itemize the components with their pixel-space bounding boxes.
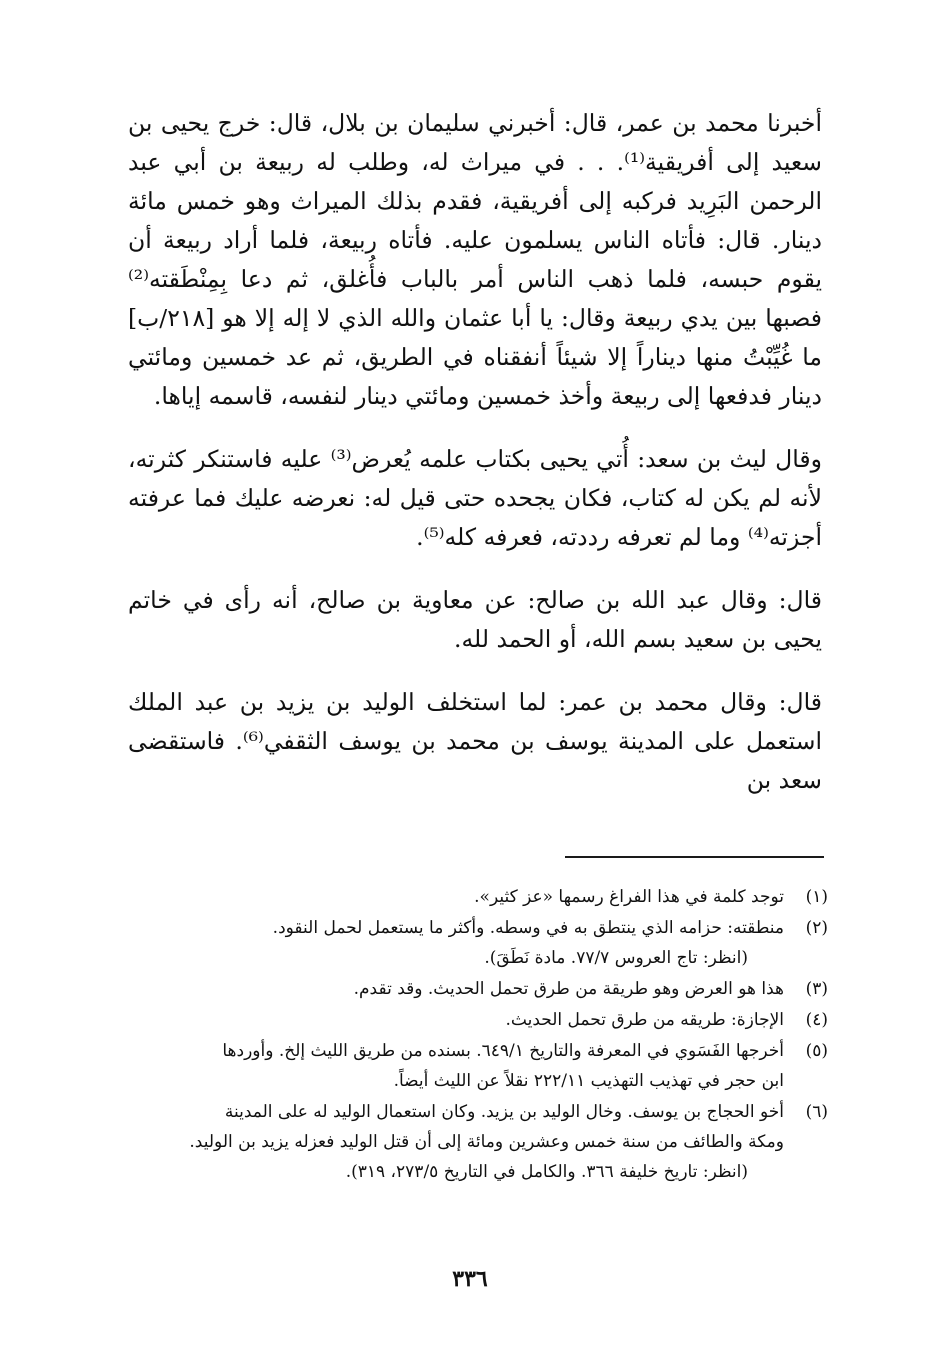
paragraph-2: وقال ليث بن سعد: أُتي يحيى بكتاب علمه يُعرض⁽³⁾ عليه فاستنكر كثرته، لأنه لم يكن له كتاب، فكان يجحده حتى قيل له: نعرضه عليك فما عرفته أجزته⁽⁴⁾ وما لم تعرفه رددته، فعرفه كله⁽⁵⁾. xyxy=(128,445,822,551)
footnote-text xyxy=(128,913,784,973)
footnote-6 xyxy=(128,1097,828,1187)
paragraph-1: أخبرنا محمد بن عمر، قال: أخبرني سليمان بن بلال، قال: خرج يحيى بن سعيد إلى أفريقية⁽¹⁾. . . في ميراث له، وطلب له ربيعة بن أبي عبد الرحمن البَرِيد فركبه إلى أفريقية، فقدم بذلك الميراث وهو خمس مائة دينار. قال: فأتاه الناس يسلمون عليه. فأتاه ربيعة، فلما أراد ربيعة أن يقوم حبسه، فلما ذهب الناس أمر بالباب فأُغلق، ثم دعا بِمِنْطَقته⁽²⁾ فصبها بين يدي ربيعة وقال: يا أبا عثمان والله الذي لا إله إلا هو [٢١٨/ب] ما غُيِّبْتُ منها ديناراً إلا شيئاً أنفقناه في الطريق، ثم عد خمسين ومائتي دينار فدفعها إلى ربيعة وأخذ خمسين ومائتي دينار لنفسه، قاسمه إياها. xyxy=(128,109,822,410)
footnote-number: (٤) xyxy=(805,1010,828,1030)
paragraph-4: قال: وقال محمد بن عمر: لما استخلف الوليد بن يزيد بن عبد الملك استعمل على المدينة يوسف بن محمد بن يوسف الثقفي⁽⁶⁾. فاستقضى سعد بن xyxy=(128,688,822,794)
footnote-number: (٣) xyxy=(805,979,828,999)
footnote-number: (٥) xyxy=(805,1041,828,1061)
footnote-line: الإجازة: طريقه من طرق تحمل الحديث. xyxy=(505,1010,784,1030)
footnote-separator xyxy=(565,856,824,858)
footnote-line: ابن حجر في تهذيب التهذيب ٢٢٢/١١ نقلاً عن الليث أيضاً. xyxy=(393,1071,784,1091)
footnote-number: (١) xyxy=(805,887,828,907)
footnotes xyxy=(128,882,828,1188)
footnote-reference-line: (انظر: تاج العروس ٧٧/٧. مادة نَطَقَ). xyxy=(484,948,748,968)
footnote-1 xyxy=(128,882,828,912)
footnote-line: توجد كلمة في هذا الفراغ رسمها «عز كثير». xyxy=(474,887,784,907)
footnote-text xyxy=(128,1097,784,1187)
main-text xyxy=(128,104,822,800)
page-number: ٣٣٦ xyxy=(452,1266,488,1292)
footnote-2 xyxy=(128,913,828,973)
footnote-text xyxy=(128,882,784,912)
footnote-number: (٦) xyxy=(805,1102,828,1122)
footnote-5 xyxy=(128,1036,828,1096)
footnote-3 xyxy=(128,974,828,1004)
footnote-text xyxy=(128,1005,784,1035)
paragraph-3: قال: وقال عبد الله بن صالح: عن معاوية بن صالح، أنه رأى في خاتم يحيى بن سعيد بسم الله، أو الحمد لله. xyxy=(128,586,822,653)
footnote-text xyxy=(128,974,784,1004)
footnote-number: (٢) xyxy=(805,918,828,938)
footnote-line: أخرجها الفَسَوي في المعرفة والتاريخ ٦٤٩/١. بسنده من طريق الليث إلخ. وأوردها xyxy=(222,1041,784,1061)
footnote-line: منطقته: حزامه الذي ينتطق به في وسطه. وأكثر ما يستعمل لحمل النقود. xyxy=(272,918,784,938)
footnote-line: أخو الحجاج بن يوسف. وخال الوليد بن يزيد. وكان استعمال الوليد له على المدينة xyxy=(224,1102,784,1122)
footnote-reference-line: (انظر: تاريخ خليفة ٣٦٦. والكامل في التاريخ ٢٧٣/٥، ٣١٩). xyxy=(345,1162,748,1182)
footnote-line: هذا هو العرض وهو طريقة من طرق تحمل الحديث. وقد تقدم. xyxy=(353,979,784,999)
footnote-line: ومكة والطائف من سنة خمس وعشرين ومائة إلى أن قتل الوليد فعزله يزيد بن الوليد. xyxy=(189,1132,784,1152)
footnote-text xyxy=(128,1036,784,1096)
footnote-4 xyxy=(128,1005,828,1035)
